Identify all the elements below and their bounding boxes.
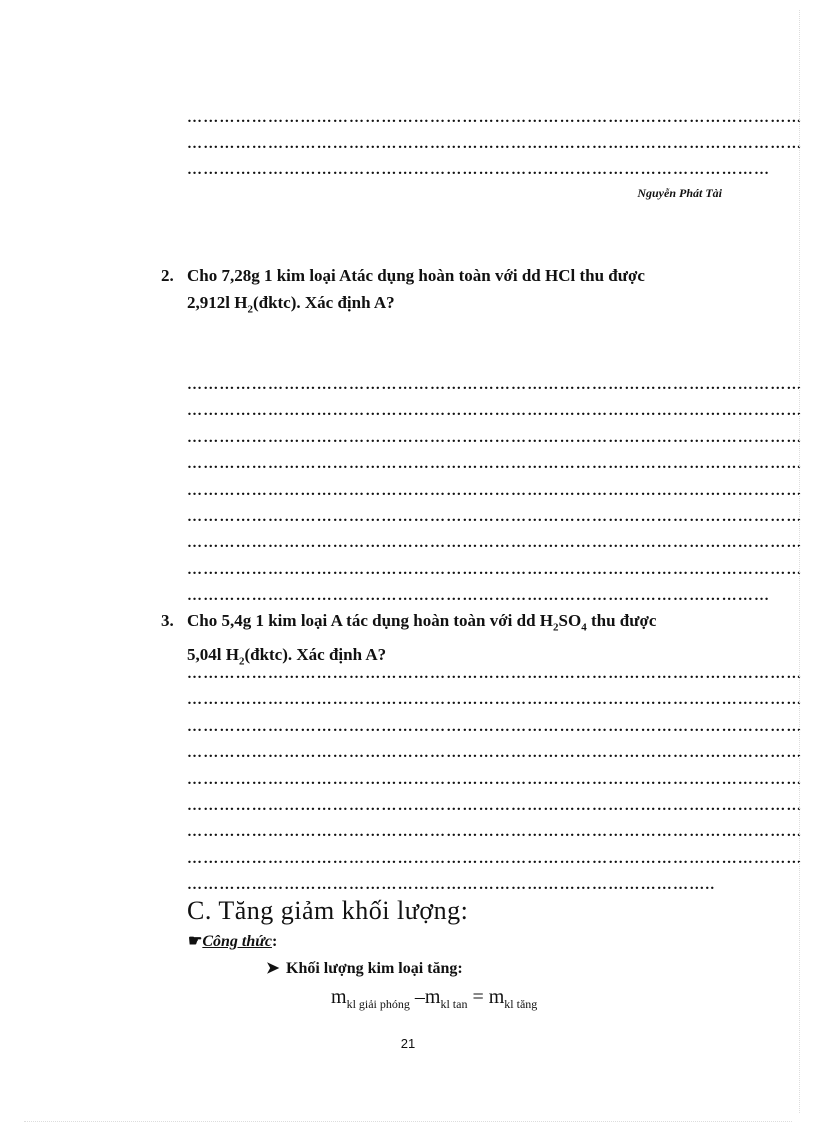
answer-line: …………………………………………………………………………………………………… [187,824,803,840]
question-2-line-1: Cho 7,28g 1 kim loại Atác dụng hoàn toàn với dd HCl thu được [187,266,645,285]
eq-term: m [331,986,347,1008]
page-number: 21 [400,1036,416,1051]
answer-line: ……………………………………………………………………………………………… [187,588,771,604]
arrow-bullet-icon: ➤ [266,960,280,977]
section-c-title: C. Tăng giảm khối lượng: [187,896,469,925]
subscript: 2 [553,621,559,634]
question-3-line-1-end: thu được [586,611,657,630]
answer-line: …………………………………………………………………………………………………… [187,136,803,152]
eq-subscript: kl giải phóng [346,997,410,1011]
answer-line: …………………………………………………………………………………………………… [187,719,803,735]
question-3-line-1: Cho 5,4g 1 kim loại A tác dụng hoàn toàn với dd H [187,611,554,630]
answer-line: …………………………………………………………………………………………………… [187,456,803,472]
formula-colon: : [271,933,278,950]
formula-heading [188,931,277,951]
answer-line: ……………………………………………………………………………………………… [187,162,771,178]
subscript: 4 [581,621,587,634]
eq-subscript: kl tan [440,997,468,1011]
formula-part: SO [558,611,582,630]
author-signature: Nguyễn Phát Tài [637,186,722,200]
eq-operator: = [467,986,489,1008]
bullet-item [266,958,463,978]
answer-line: …………………………………………………………………………………………………… [187,562,803,578]
question-2-text [187,262,727,323]
answer-line: …………………………………………………………………………………………………… [187,377,803,393]
page-bottom-border [24,1121,792,1122]
question-2-line-2-end: (đktc). Xác định A? [252,293,395,312]
bullet-text: Khối lượng kim loại tăng: [286,960,463,977]
eq-subscript: kl tăng [504,997,538,1011]
answer-line: …………………………………………………………………………………………………… [187,535,803,551]
question-3-line-2: 5,04l H [187,645,239,665]
answer-line: …………………………………………………………………………………………………… [187,772,803,788]
pointing-hand-icon: ☛ [188,933,203,950]
answer-line: …………………………………………………………………………………………………… [187,430,803,446]
mass-equation [331,986,537,1012]
answer-line: …………………………………………………………………………………………………… [187,110,803,126]
answer-line: …………………………………………………………………………………………………… [187,745,803,761]
eq-operator: – [409,986,425,1008]
answer-line: …………………………………………………………………………………………………… [187,692,803,708]
answer-line: …………………………………………………………………………………………………… [187,851,803,867]
page-right-border [799,10,800,1113]
eq-term: m [424,986,441,1008]
answer-line: …………………………………………………………………………………………………… [187,509,803,525]
question-2-line-2: 2,912l H [187,293,248,312]
answer-line: …………………………………………………………………………………………………… [187,403,803,419]
subscript: 2 [238,655,245,668]
answer-line: …………………………………………………………………………………………………… [187,798,803,814]
eq-term: m [488,986,505,1008]
answer-line: …………………………………………………………………………………………………… [187,666,803,682]
subscript: 2 [247,303,253,316]
question-3-line-2-end: (đktc). Xác định A? [244,645,387,665]
question-2-number: 2. [161,266,174,285]
question-3-number: 3. [161,611,174,630]
formula-label: Công thức [202,933,272,950]
answer-line: …………………………………………………………………………………………………… [187,483,803,499]
answer-line: …………………………………………………………………………………….. [187,877,716,893]
